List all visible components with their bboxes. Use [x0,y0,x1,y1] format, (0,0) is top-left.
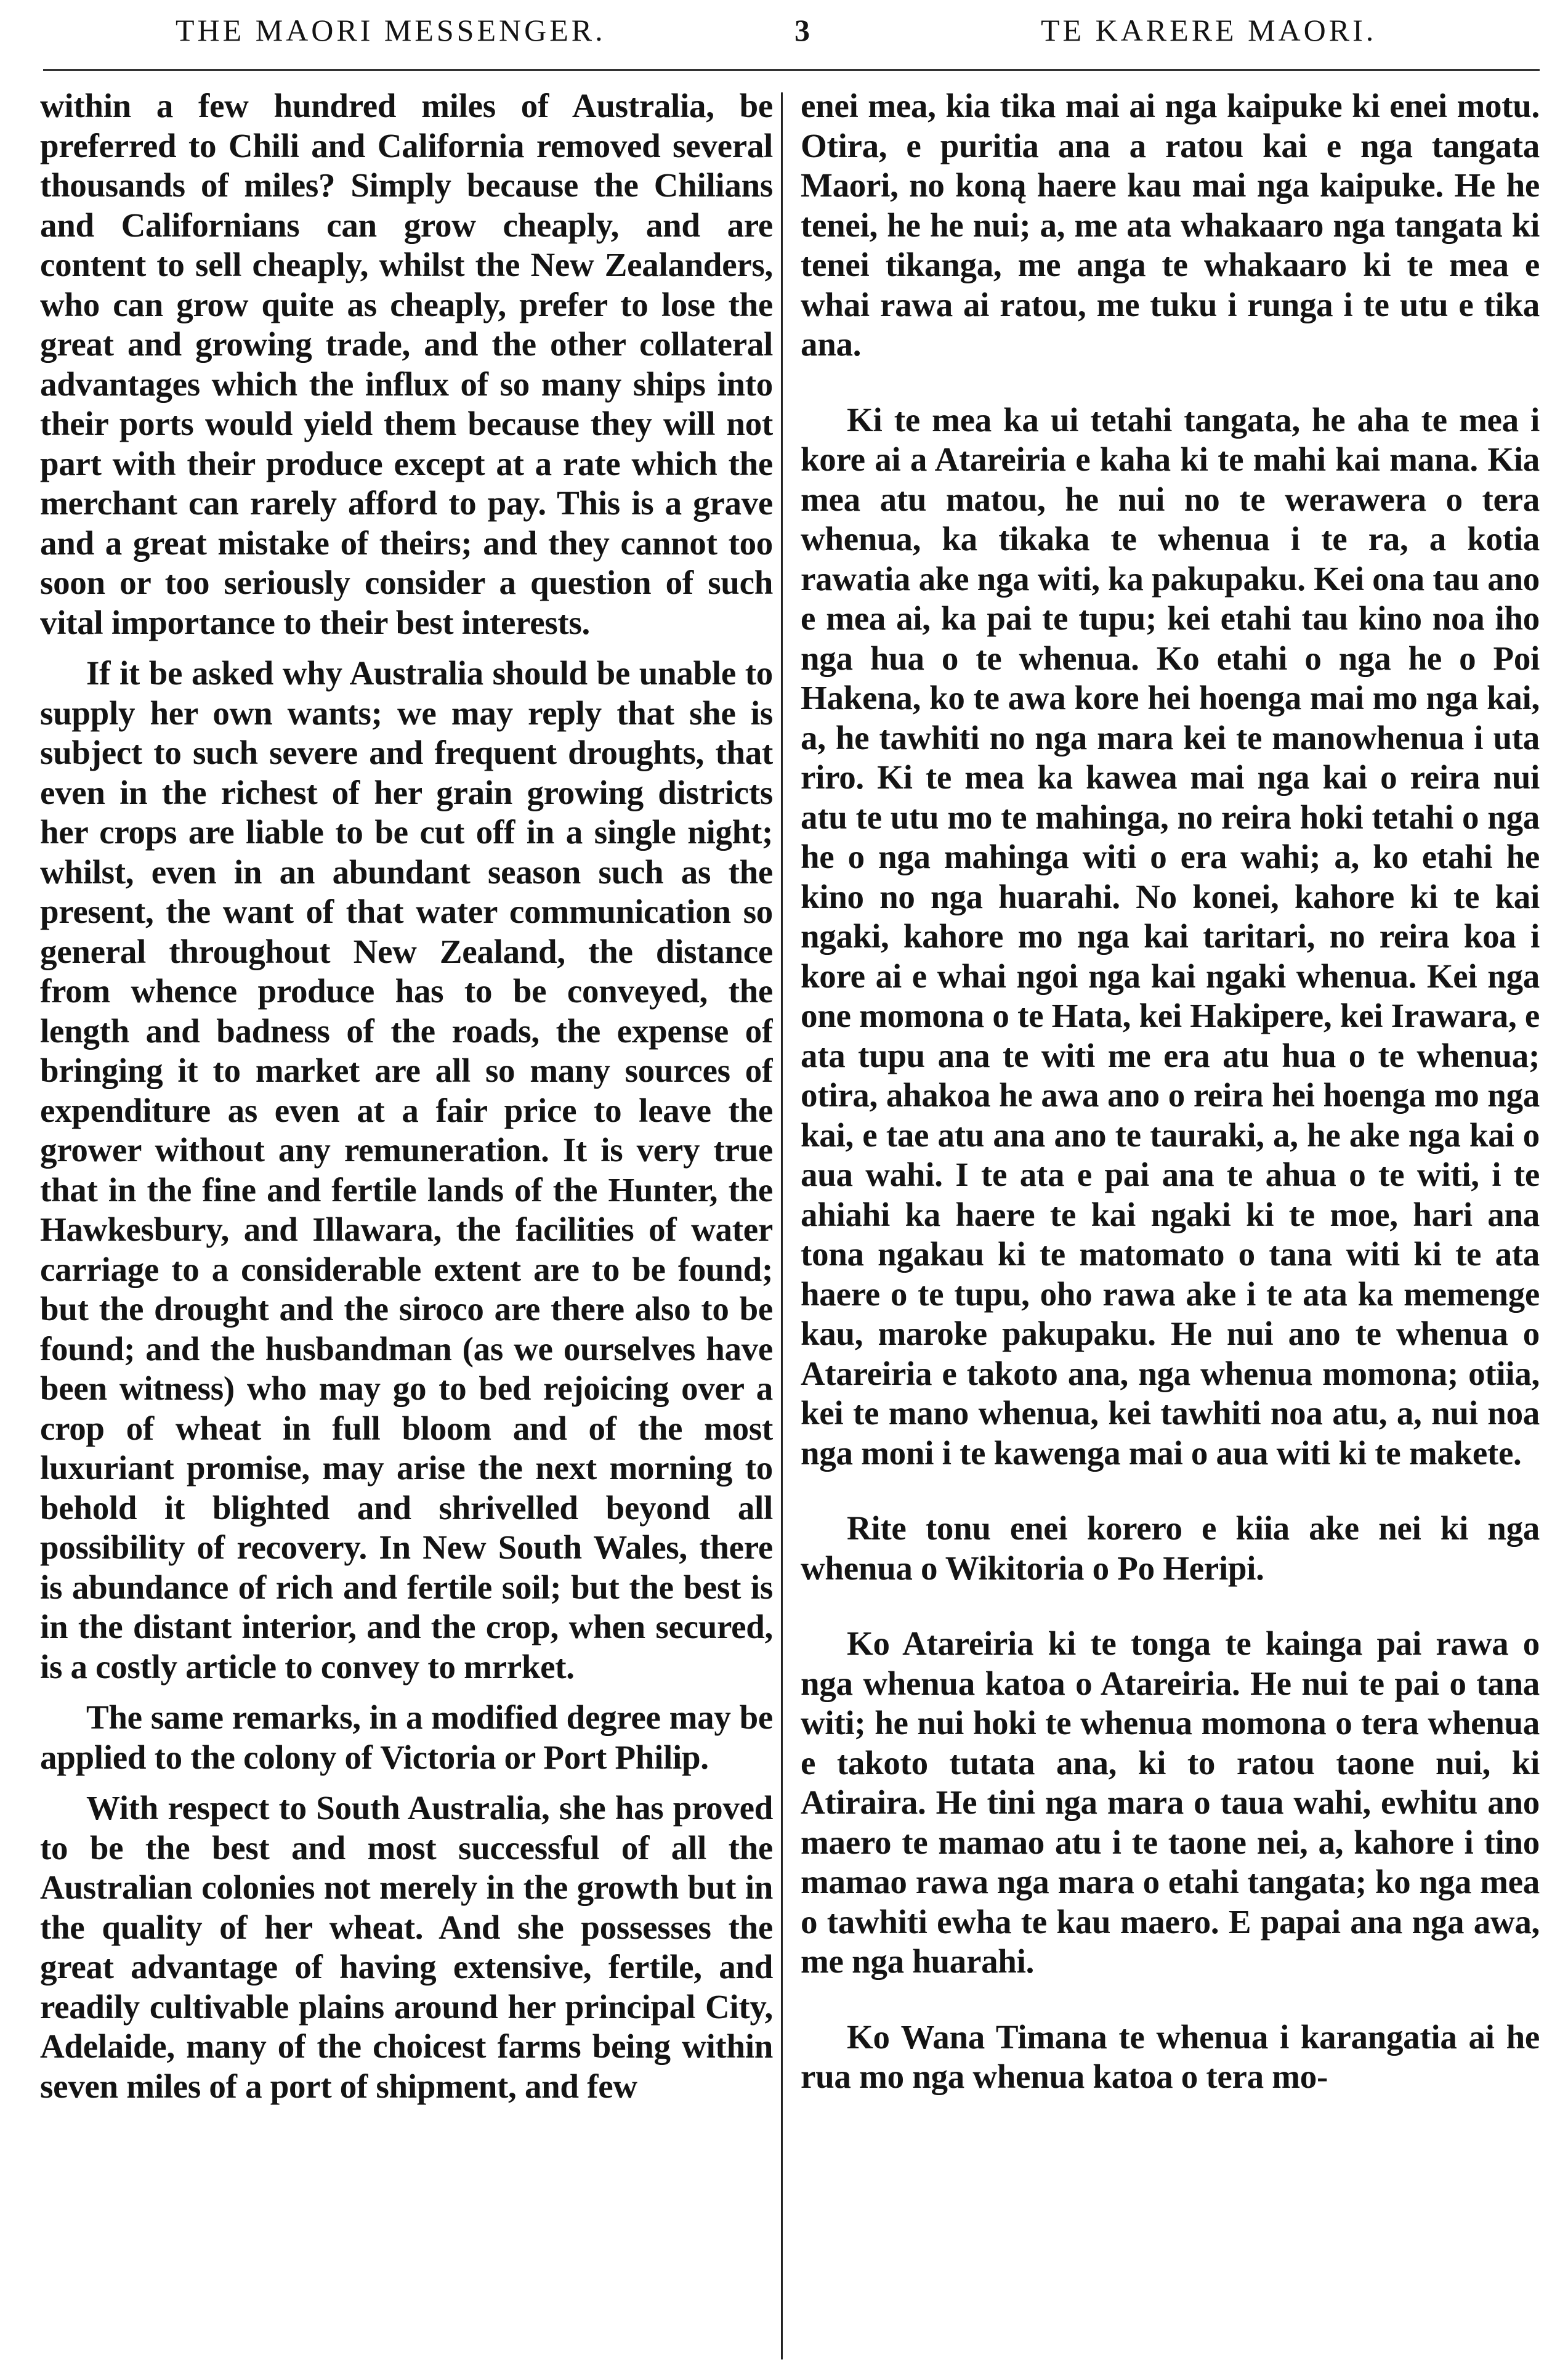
english-paragraph-1: within a few hundred miles of Australia, be preferred to Chili and California removed several thousands of miles? Simply because the Chilians and Californians can grow cheaply, and are content to sell cheaply, whilst the New Zealanders, who can grow quite as cheaply, prefer to lose the great and growing trade, and the other collateral advantages which the influx of so many ships into their ports would yield them because they will not part with their produce except at a rate which the merchant can rarely afford to pay. This is a grave and a great mistake of theirs; and they cannot too soon or too seriously consider a question of such vital importance to their best interests. [40,87,773,641]
english-paragraph-4: With respect to South Australia, she has proved to be the best and most successful of all the Australian colonies not merely in the growth but in the quality of her wheat. And she possesses the great advantage of having extensive, fertile, and readily cultivable plains around her principal City, Adelaide, many of the choicest farms being within seven miles of a port of shipment, and few [40,1789,773,2105]
maori-paragraph-2: Ki te mea ka ui tetahi tangata, he aha te mea i kore ai a Atareiria e kaha ki te mahi kai mana. Kia mea atu matou, he nui no te werawera o tera whenua, ka tikaka te whenua i te ra, a kotia rawatia ake nga witi, ka pakupaku. Kei ona tau ano e mea ai, ka pai te tupu; kei etahi tau kino noa iho nga hua o te whenua. Ko etahi o nga he o Poi Hakena, ko te awa kore hei hoenga mai mo nga kai, a, he tawhiti no nga mara kei te manowhenua i uta riro. Ki te mea ka kawea mai nga kai o reira nui atu te utu mo te mahinga, no reira hoki tetahi o nga he o nga mahinga witi o era wahi; a, ko etahi he kino no nga huarahi. No konei, kahore ki te kai ngaki, kahore mo nga kai taritari, no reira koa i kore ai e whai ngoi nga kai ngaki whenua. Kei nga one momona o te Hata, kei Hakipere, kei Irawara, e ata tupu ana te witi me era atu hua o te whenua; otira, ahakoa he awa ano o reira hei hoenga mo nga kai, e tae atu ana ano te tauraki, a, he ake nga kai o aua wahi. I te ata e pai ana te ahua o te witi, i te ahiahi ka haere te kai ngaki ki te moe, hari ana tona ngakau ki te matomato o tana witi ki te ata haere o te tupu, oho rawa ake i te ata ka memenge kau, maroke pakupaku. He nui ano te whenua o Atareiria e takoto ana, nga whenua momona; otiia, kei te mano whenua, kei tawhiti noa atu, a, nui noa nga moni i te kawenga mai o aua witi ki te makete. [801,400,1540,1472]
maori-paragraph-3: Rite tonu enei korero e kiia ake nei ki nga whenua o Wikitoria o Po Heripi. [801,1509,1540,1587]
maori-paragraph-5: Ko Wana Timana te whenua i karangatia ai he rua mo nga whenua katoa o tera mo- [801,2018,1540,2095]
masthead [0,6,1568,62]
header-rule [43,69,1540,71]
english-paragraph-2: If it be asked why Australia should be unable to supply her own wants; we may reply that she is subject to such severe and frequent droughts, that even in the richest of her grain growing districts her crops are liable to be cut off in a single night; whilst, even in an abundant season such as the present, the want of that water communication so general throughout New Zealand, the distance from whence produce has to be conveyed, the length and badness of the roads, the expense of bringing it to market are all so many sources of expenditure as even at a fair price to leave the grower without any remuneration. It is very true that in the fine and fertile lands of the Hunter, the Hawkesbury, and Illawara, the facilities of water carriage to a considerable extent are to be found; but the drought and the siroco are there also to be found; and the husbandman (as we ourselves have been witness) who may go to bed rejoicing over a crop of wheat in full bloom and of the most luxuriant promise, may arise the next morning to behold it blighted and shrivelled beyond all possibility of recovery. In New South Wales, there is abundance of rich and fertile soil; but the best is in the distant interior, and the crop, when secured, is a costly article to convey to mrrket. [40,654,773,1686]
english-column [40,86,773,2359]
maori-paragraph-4: Ko Atareiria ki te tonga te kainga pai rawa o nga whenua katoa o Atareiria. He nui te pai o tana witi; he nui hoki te whenua momona o tera whenua e takoto tutata ana, ki to ratou taone nui, ki Atiraira. He tini nga mara o taua wahi, ewhitu ano maero te mamao atu i te taone nei, a, kahore i tino mamao rawa nga mara o etahi tangata; ko nga mea o tawhiti ewha te kau maero. E papai ana nga awa, me nga huarahi. [801,1625,1540,1980]
masthead-maori-title: TE KARERE MAORI. [1041,13,1377,47]
maori-paragraph-1: enei mea, kia tika mai ai nga kaipuke ki enei motu. Otira, e puritia ana a ratou kai e nga tangata Maori, no koną haere kau mai nga kaipuke. He he tenei, he he nui; a, me ata whakaaro nga tangata ki tenei tikanga, me anga te whakaaro ki te mea e whai rawa ai ratou, me tuku i runga i te utu e tika ana. [801,87,1540,363]
page-number: 3 [794,13,813,47]
maori-column [801,86,1540,2359]
column-divider [781,92,783,2359]
english-paragraph-3: The same remarks, in a modified degree may be applied to the colony of Victoria or Port Philip. [40,1698,773,1776]
masthead-english-title: THE MAORI MESSENGER. [176,13,606,47]
